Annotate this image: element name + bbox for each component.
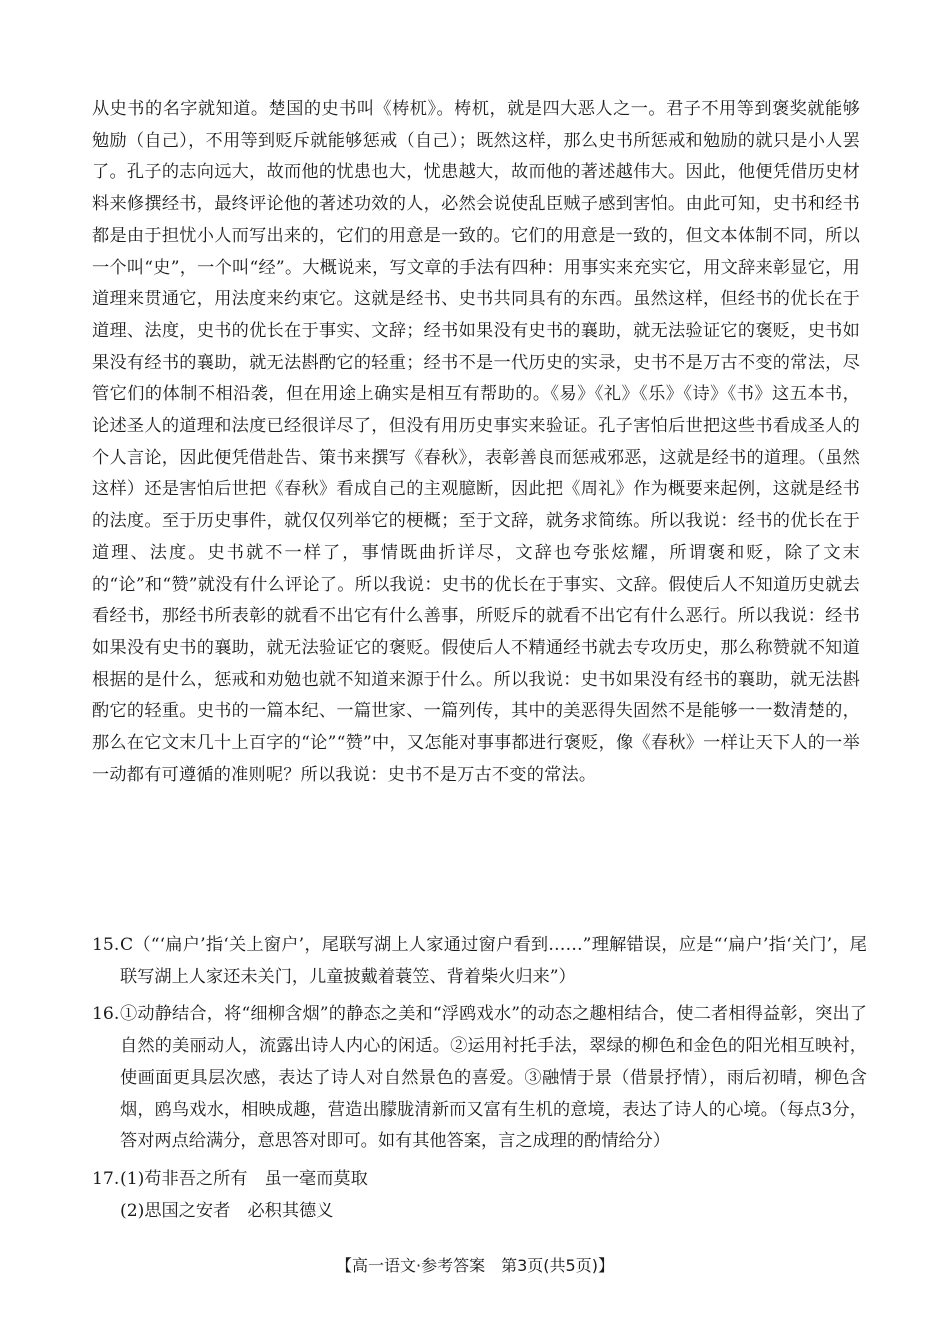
answer-number: 15. [92, 935, 120, 955]
answer-list [92, 930, 867, 1233]
answer-text [120, 1164, 867, 1227]
answer-item-15 [92, 930, 867, 993]
answer-text: C（“‘扁户’指‘关上窗户’，尾联写湖上人家通过窗户看到……”理解错误，应是“‘扁户’指‘关门’，尾联写湖上人家还未关门，儿童披戴着蓑笠、背着柴火归来”） [120, 935, 867, 987]
continuation-paragraph: 从史书的名字就知道。楚国的史书叫《梼杌》。梼杌，就是四大恶人之一。君子不用等到褒奖就能够勉励（自己），不用等到贬斥就能够惩戒（自己）；既然这样，那么史书所惩戒和勉励的就只是小人罢了。孔子的志向远大，故而他的忧患也大，忧患越大，故而他的著述越伟大。因此，他便凭借历史材料来修撰经书，最终评论他的著述功效的人，必然会说使乱臣贼子感到害怕。由此可知，史书和经书都是由于担忧小人而写出来的，它们的用意是一致的。它们的用意是一致的，但文本体制不同，所以一个叫“史”，一个叫“经”。大概说来，写文章的手法有四种：用事实来充实它，用文辞来彰显它，用道理来贯通它，用法度来约束它。这就是经书、史书共同具有的东西。虽然这样，但经书的优长在于道理、法度，史书的优长在于事实、文辞；经书如果没有史书的襄助，就无法验证它的褒贬，史书如果没有经书的襄助，就无法斟酌它的轻重；经书不是一代历史的实录，史书不是万古不变的常法，尽管它们的体制不相沿袭，但在用途上确实是相互有帮助的。《易》《礼》《乐》《诗》《书》这五本书，论述圣人的道理和法度已经很详尽了，但没有用历史事实来验证。孔子害怕后世把这些书看成圣人的个人言论，因此便凭借赴告、策书来撰写《春秋》，表彰善良而惩戒邪恶，这就是经书的道理。（虽然这样）还是害怕后世把《春秋》看成自己的主观臆断，因此把《周礼》作为概要来起例，这就是经书的法度。至于历史事件，就仅仅列举它的梗概；至于文辞，就务求简练。所以我说：经书的优长在于道理、法度。史书就不一样了，事情既曲折详尽，文辞也夸张炫耀，所谓褒和贬，除了文末的“论”和“赞”就没有什么评论了。所以我说：史书的优长在于事实、文辞。假使后人不知道历史就去看经书，那经书所表彰的就看不出它有什么善事，所贬斥的就看不出它有什么恶行。所以我说：经书如果没有史书的襄助，就无法验证它的褒贬。假使后人不精通经书就去专攻历史，那么称赞就不知道根据的是什么，惩戒和劝勉也就不知道来源于什么。所以我说：史书如果没有经书的襄助，就无法斟酌它的轻重。史书的一篇本纪、一篇世家、一篇列传，其中的美恶得失固然不是能够一一数清楚的，那么在它文末几十上百字的“论”“赞”中，又怎能对事事都进行褒贬，像《春秋》一样让天下人的一举一动都有可遵循的准则呢？所以我说：史书不是万古不变的常法。 [92, 99, 860, 785]
answer-number: 17. [92, 1168, 120, 1189]
answer-text: ①动静结合，将“细柳含烟”的静态之美和“浮鸥戏水”的动态之趣相结合，使二者相得益彰，突出了自然的美丽动人，流露出诗人内心的闲适。②运用衬托手法，翠绿的柳色和金色的阳光相互映衬，使画面更具层次感，表达了诗人对自然景色的喜爱。③融情于景（借景抒情），雨后初晴，柳色含烟，鸥鸟戏水，相映成趣，营造出朦胧清新而又富有生机的意境，表达了诗人的心境。（每点3分，答对两点给满分，意思答对即可。如有其他答案，言之成理的酌情给分） [120, 1004, 867, 1152]
answer-number: 16. [92, 1004, 120, 1025]
answer-sub-line-1: (1)苟非吾之所有 虽一毫而莫取 [120, 1168, 368, 1189]
answer-sub-line-2: (2)思国之安者 必积其德义 [120, 1200, 334, 1221]
answer-item-17 [92, 1164, 867, 1227]
page-footer: 【高一语文·参考答案 第3页(共5页)】 [336, 1256, 614, 1275]
answer-item-16 [92, 999, 867, 1158]
